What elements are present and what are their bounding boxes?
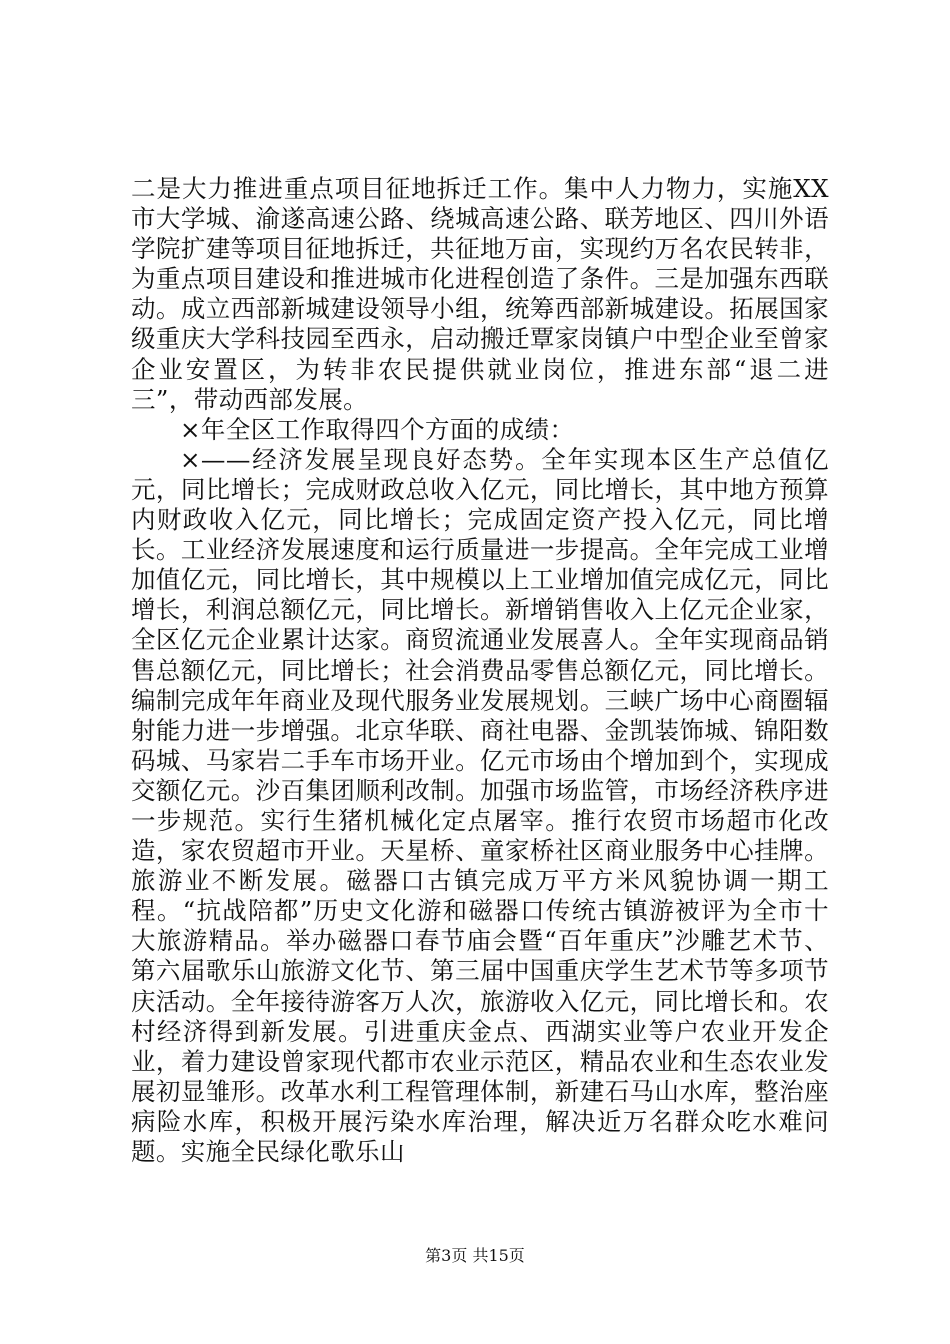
paragraph-achievements-intro: ×年全区工作取得四个方面的成绩： xyxy=(180,414,575,444)
paragraph-demolition: 二是大力推进重点项目征地拆迁工作。集中人力物力，实施XX市大学城、渝遂高速公路、绕城高速公路、联芳地区、四川外语学院扩建等项目征地拆迁，共征地万亩，实现约万名农民转非，为重点项目建设和推进城市化进程创造了条件。三是加强东西联动。成立西部新城建设领导小组，统筹西部新城建设。拓展国家级重庆大学科技园至西永，启动搬迁覃家岗镇户中型企业至曾家企业安置区，为转非农民提供就业岗位，推进东部“退二进三”，带动西部发展。 xyxy=(131,174,829,414)
document-body xyxy=(131,174,829,1167)
paragraph-economy: ×——经济发展呈现良好态势。全年实现本区生产总值亿元，同比增长；完成财政总收入亿元，同比增长，其中地方预算内财政收入亿元，同比增长；完成固定资产投入亿元，同比增长。工业经济发展速度和运行质量进一步提高。全年完成工业增加值亿元，同比增长，其中规模以上工业增加值完成亿元，同比增长，利润总额亿元，同比增长。新增销售收入上亿元企业家，全区亿元企业累计达家。商贸流通业发展喜人。全年实现商品销售总额亿元，同比增长；社会消费品零售总额亿元，同比增长。编制完成年年商业及现代服务业发展规划。三峡广场中心商圈辐射能力进一步增强。北京华联、商社电器、金凯装饰城、锦阳数码城、马家岩二手车市场开业。亿元市场由个增加到个，实现成交额亿元。沙百集团顺利改制。加强市场监管，市场经济秩序进一步规范。实行生猪机械化定点屠宰。推行农贸市场超市化改造，家农贸超市开业。天星桥、童家桥社区商业服务中心挂牌。旅游业不断发展。磁器口古镇完成万平方米风貌协调一期工程。“抗战陪都”历史文化游和磁器口传统古镇游被评为全市十大旅游精品。举办磁器口春节庙会暨“百年重庆”沙雕艺术节、第六届歌乐山旅游文化节、第三届中国重庆学生艺术节等多项节庆活动。全年接待游客万人次，旅游收入亿元，同比增长和。农村经济得到新发展。引进重庆金点、西湖实业等户农业开发企业，着力建设曾家现代都市农业示范区，精品农业和生态农业发展初显雏形。改革水利工程管理体制，新建石马山水库，整治座病险水库，积极开展污染水库治理，解决近万名群众吃水难问题。实施全民绿化歌乐山 xyxy=(131,444,829,1166)
page-footer: 第3页 共15页 xyxy=(425,1246,525,1265)
